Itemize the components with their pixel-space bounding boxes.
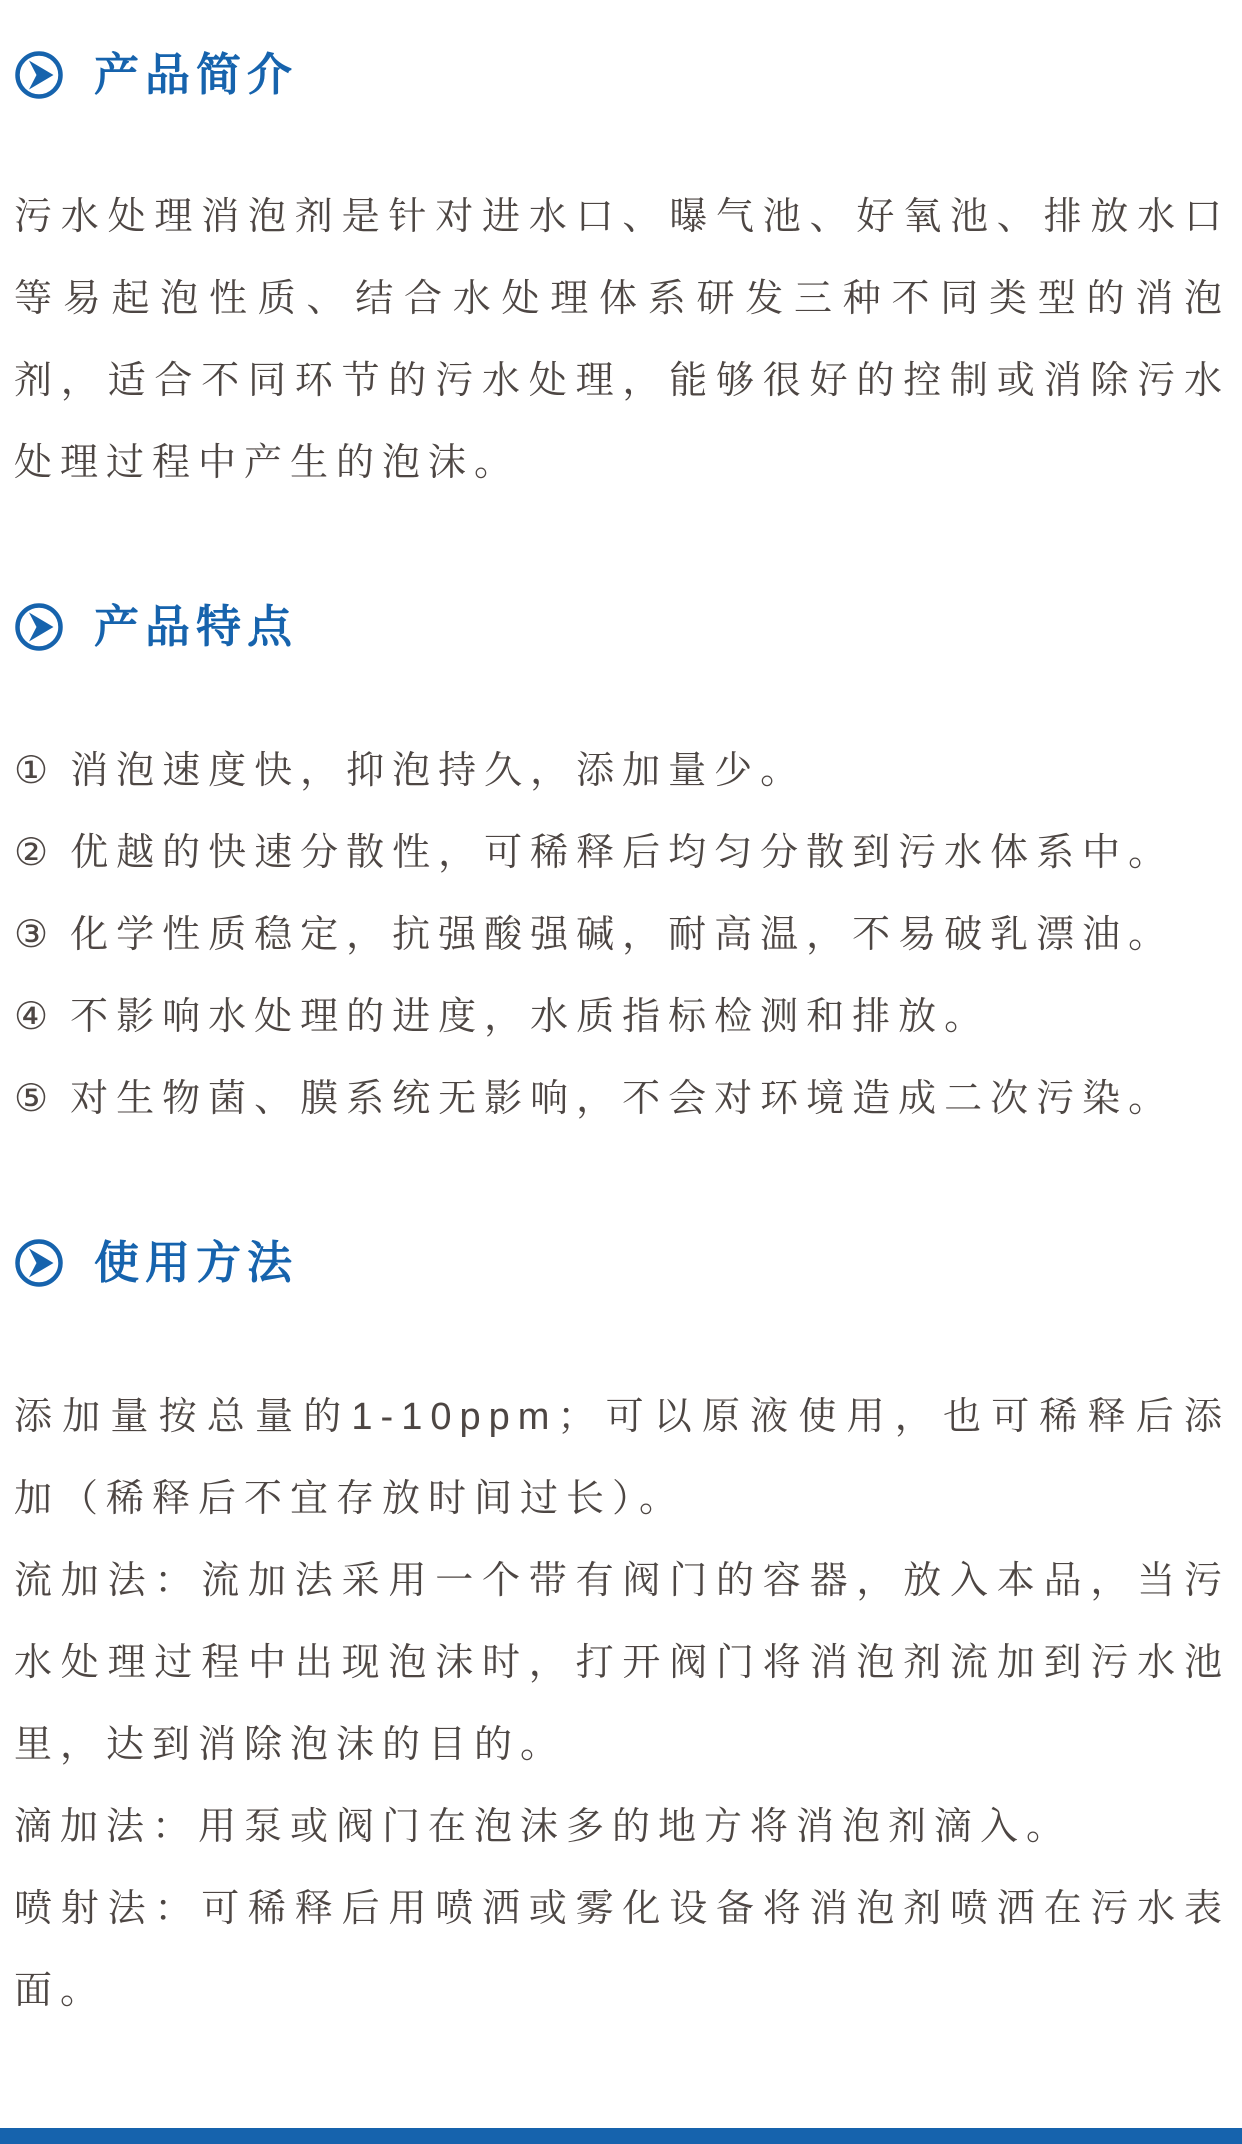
arrow-circle-icon [14,50,64,100]
feature-item [14,1058,1230,1140]
feature-text: 化学性质稳定，抗强酸强碱，耐高温，不易破乳漂油。 [70,914,1175,956]
features-list [14,730,1230,1140]
arrow-circle-icon [14,602,64,652]
feature-marker: ④ [14,996,57,1038]
feature-item [14,730,1230,812]
feature-marker: ⑤ [14,1078,57,1120]
feature-text: 不影响水处理的进度，水质指标检测和排放。 [70,996,991,1038]
usage-paragraph-drip-method: 滴加法：用泵或阀门在泡沫多的地方将消泡剂滴入。 [14,1806,1073,1848]
feature-item [14,812,1230,894]
section-title-features: 产品特点 [94,601,299,652]
product-description-content [0,44,1242,2032]
feature-text: 消泡速度快，抑泡持久，添加量少。 [70,750,807,792]
usage-paragraph-spray-method: 喷射法：可稀释后用喷洒或雾化设备将消泡剂喷洒在污水表面。 [14,1888,1230,2012]
feature-item [14,894,1230,976]
feature-marker: ③ [14,914,57,956]
usage-paragraph-dosage: 添加量按总量的1-10ppm；可以原液使用，也可稀释后添加（稀释后不宜存放时间过长）。 [14,1396,1230,1520]
section-header-intro [14,44,1230,106]
bottom-banner-strip [0,2128,1242,2144]
feature-marker: ① [14,750,57,792]
usage-instructions [14,1376,1230,2032]
section-title-intro: 产品简介 [94,49,299,100]
feature-text: 优越的快速分散性，可稀释后均匀分散到污水体系中。 [70,832,1175,874]
section-header-features [14,596,1230,658]
intro-paragraph: 污水处理消泡剂是针对进水口、曝气池、好氧池、排放水口等易起泡性质、结合水处理体系研发三种不同类型的消泡剂，适合不同环节的污水处理，能够很好的控制或消除污水处理过程中产生的泡沫。 [14,196,1230,484]
feature-item [14,976,1230,1058]
feature-marker: ② [14,832,57,874]
section-header-usage [14,1232,1230,1294]
arrow-circle-icon [14,1238,64,1288]
section-title-usage: 使用方法 [94,1237,299,1288]
feature-text: 对生物菌、膜系统无影响，不会对环境造成二次污染。 [70,1078,1175,1120]
usage-paragraph-flow-method: 流加法：流加法采用一个带有阀门的容器，放入本品，当污水处理过程中出现泡沫时，打开阀门将消泡剂流加到污水池里，达到消除泡沫的目的。 [14,1560,1230,1766]
